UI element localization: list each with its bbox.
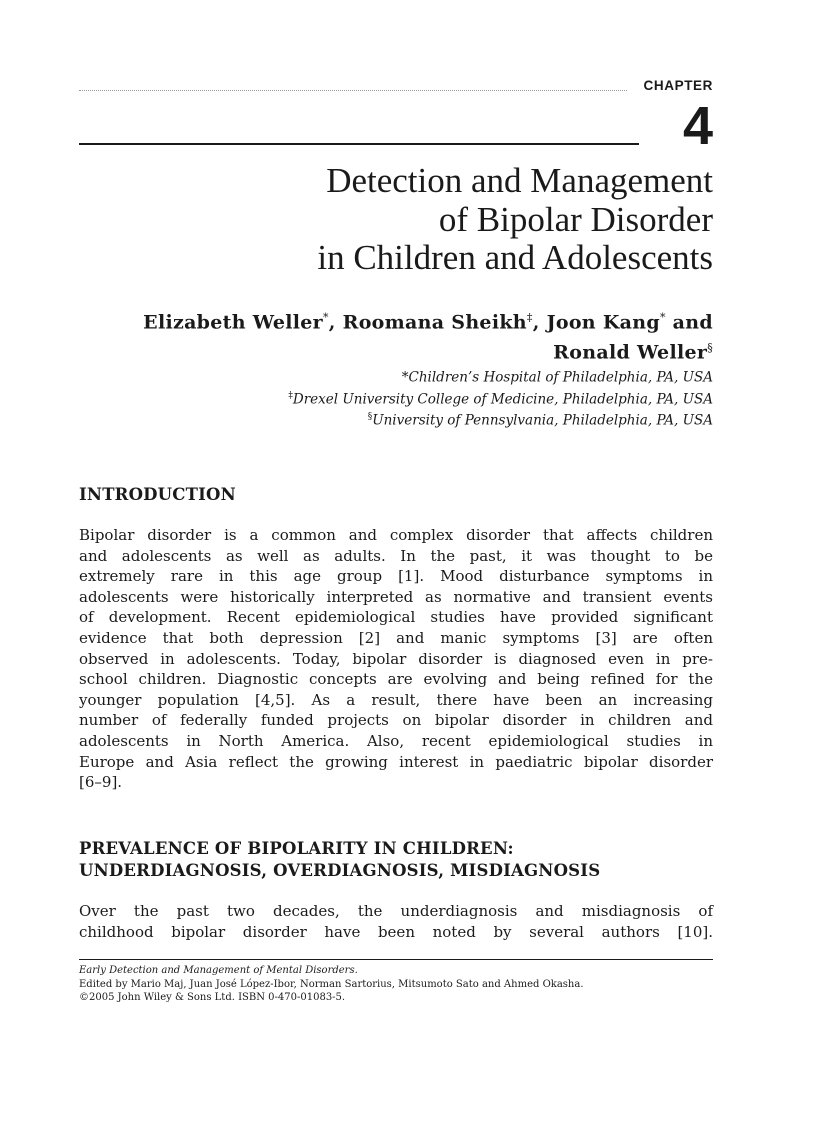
author-mark: * xyxy=(659,311,666,324)
chapter-rule xyxy=(79,143,639,145)
heading-line: INTRODUCTION xyxy=(79,485,236,504)
text-line: Bipolar disorder is a common and complex disorder that affects children xyxy=(79,526,713,544)
prevalence-paragraph xyxy=(79,901,713,942)
author-conjunction: and xyxy=(665,311,713,334)
text-line: number of federally funded projects on bipolar disorder in children and xyxy=(79,711,713,730)
text-line: younger population [4,5]. As a result, there have been an increasing xyxy=(79,690,713,709)
text-line: [6–9]. xyxy=(79,773,123,792)
text-line: childhood bipolar disorder have been noted by several authors [10]. xyxy=(79,922,713,941)
text-line: evidence that both depression [2] and manic symptoms [3] are often xyxy=(79,628,713,647)
footnote xyxy=(79,964,713,1005)
author-line-2 xyxy=(79,335,713,365)
book-page xyxy=(79,0,713,1123)
footnote-book-title: Early Detection and Management of Mental Disorders. xyxy=(79,965,358,976)
text-line: Over the past two decades, the underdiagnosis and misdiagnosis of xyxy=(79,902,713,920)
affiliation-list xyxy=(79,365,713,430)
affiliation-text: Drexel University College of Medicine, Philadelphia, PA, USA xyxy=(292,391,713,407)
chapter-dotted-rule xyxy=(79,90,627,91)
text-line: Europe and Asia reflect the growing interest in paediatric bipolar disorder xyxy=(79,752,713,771)
affiliation-mark: ‡ xyxy=(288,390,293,401)
author-list xyxy=(79,305,713,366)
text-line: and adolescents as well as adults. In the past, it was thought to be xyxy=(79,546,713,565)
author-line-1 xyxy=(79,305,713,335)
text-line: adolescents in North America. Also, recent epidemiological studies in xyxy=(79,731,713,750)
section-heading-introduction xyxy=(79,484,713,506)
author-mark: § xyxy=(707,341,713,355)
footnote-rule xyxy=(79,959,713,960)
section-heading-prevalence xyxy=(79,838,713,882)
footnote-copyright: ©2005 John Wiley & Sons Ltd. ISBN 0-470-01083-5. xyxy=(79,992,346,1003)
chapter-label: CHAPTER xyxy=(643,78,713,93)
title-line: of Bipolar Disorder xyxy=(438,199,713,239)
text-line: of development. Recent epidemiological studies have provided significant xyxy=(79,608,713,627)
title-line: in Children and Adolescents xyxy=(317,238,713,277)
heading-line: PREVALENCE OF BIPOLARITY IN CHILDREN: xyxy=(79,839,514,858)
affiliation-mark: § xyxy=(367,412,373,422)
title-line: Detection and Management xyxy=(326,161,713,200)
text-line: school children. Diagnostic concepts are evolving and being refined for the xyxy=(79,670,713,689)
author-name: Ronald Weller xyxy=(553,341,708,364)
affiliation-text: *Children’s Hospital of Philadelphia, PA, USA xyxy=(401,369,713,386)
text-line: adolescents were historically interpreted as normative and transient events xyxy=(79,587,713,606)
chapter-title xyxy=(79,162,713,278)
author-mark: * xyxy=(322,311,329,324)
affiliation xyxy=(79,408,713,430)
author-name: Elizabeth Weller xyxy=(143,311,323,334)
author-name: , Joon Kang xyxy=(532,311,660,334)
introduction-paragraph xyxy=(79,525,713,793)
footnote-editors: Edited by Mario Maj, Juan José López-Ibor, Norman Sartorius, Mitsumoto Sato and Ahmed Okasha. xyxy=(79,978,584,990)
affiliation-text: University of Pennsylvania, Philadelphia, PA, USA xyxy=(372,412,713,429)
heading-line: UNDERDIAGNOSIS, OVERDIAGNOSIS, MISDIAGNOSIS xyxy=(79,861,601,880)
affiliation xyxy=(79,365,713,387)
text-line: observed in adolescents. Today, bipolar disorder is diagnosed even in pre- xyxy=(79,649,713,668)
chapter-header xyxy=(79,78,713,98)
chapter-number: 4 xyxy=(682,96,713,156)
affiliation xyxy=(79,387,713,409)
author-mark: ‡ xyxy=(526,311,533,324)
text-line: extremely rare in this age group [1]. Mood disturbance symptoms in xyxy=(79,567,713,586)
author-name: , Roomana Sheikh xyxy=(328,311,527,334)
